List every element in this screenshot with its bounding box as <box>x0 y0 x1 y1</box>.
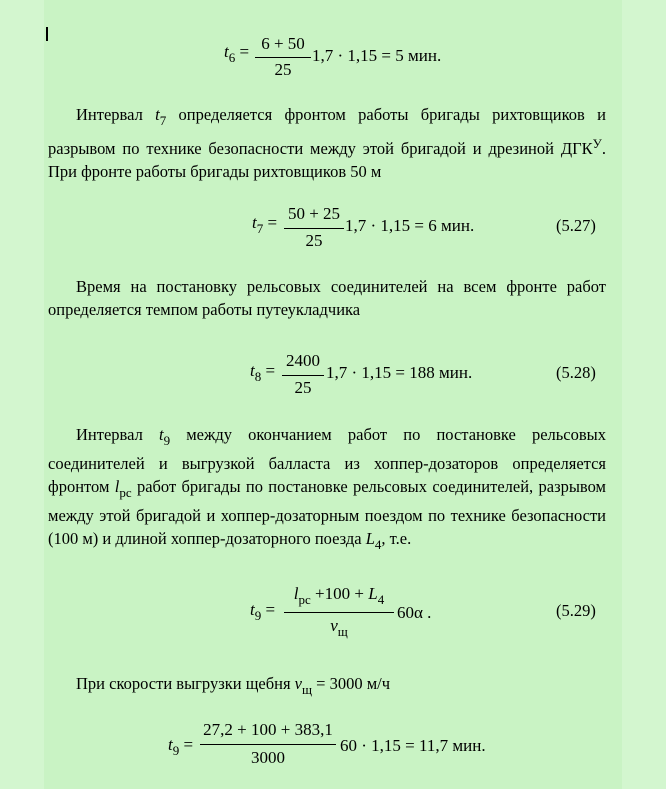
formula-rest: 60α . <box>397 603 432 622</box>
equation-number: (5.29) <box>556 601 596 620</box>
paragraph-interval-t9: Интервал $t_9$ между окончанием работ по постановке рельсовых соединителей и выгрузкой балласта из хоппер-дозаторов определяется фронтом $l_{рс}$ работ бригады по постановке рельсовых соединителей, разрывом между этой бригадой и хоппер-дозаторным поездом по технике безопасности (100 м) и длиной хоппер-дозаторного поезда $L_4$, т.е. <box>48 425 606 552</box>
formula-numerator: $l_{рс} +100 + L_4$ <box>293 584 385 607</box>
formula-numerator: 27,2 + 100 + 383,1 <box>203 720 333 739</box>
formula-denominator: 3000 <box>251 748 285 767</box>
formula-numerator: 2400 <box>286 351 320 370</box>
fraction-bar <box>255 57 311 58</box>
formula-rest: 60 · 1,15 = 11,7 мин. <box>340 736 486 755</box>
formula-lhs: $t_6$ = <box>224 42 250 65</box>
text-cursor <box>46 27 48 41</box>
formula-numerator: 50 + 25 <box>287 204 341 223</box>
paragraph-rail-connectors: Время на постановку рельсовых соединителей на всем фронте работ определяется темпом работы путеукладчика <box>48 277 606 319</box>
formula-rest: 1,7 · 1,15 = 5 мин. <box>312 46 442 65</box>
formula-lhs: $t_8$ = <box>250 361 276 384</box>
fraction-bar <box>284 612 394 613</box>
formula-denominator: 25 <box>294 378 312 397</box>
formula-lhs: $t_9$ = <box>168 735 194 758</box>
formula-rest: 1,7 · 1,15 = 188 мин. <box>326 363 473 382</box>
formula-lhs: $t_9$ = <box>250 600 276 623</box>
formula-rest: 1,7 · 1,15 = 6 мин. <box>345 216 475 235</box>
formula-denominator: 25 <box>274 60 292 79</box>
formula-lhs: $t_7$ = <box>252 213 278 236</box>
formula-denominator: $v_щ$ <box>330 616 348 639</box>
fraction-bar <box>200 744 336 745</box>
equation-number: (5.27) <box>556 216 596 235</box>
formula-denominator: 25 <box>305 231 323 250</box>
equation-number: (5.28) <box>556 363 596 382</box>
paragraph-gravel-speed: При скорости выгрузки щебня $v_щ = 3000$ м/ч <box>76 674 391 697</box>
fraction-bar <box>282 375 324 376</box>
formula-numerator: 6 + 50 <box>261 34 305 53</box>
paragraph-interval-t7: Интервал $t_7$ определяется фронтом работы бригады рихтовщиков и разрывом по технике безопасности между этой бригадой и дрезиной $ДГК^У$. При фронте работы бригады рихтовщиков 50 м <box>48 105 606 181</box>
fraction-bar <box>284 228 344 229</box>
